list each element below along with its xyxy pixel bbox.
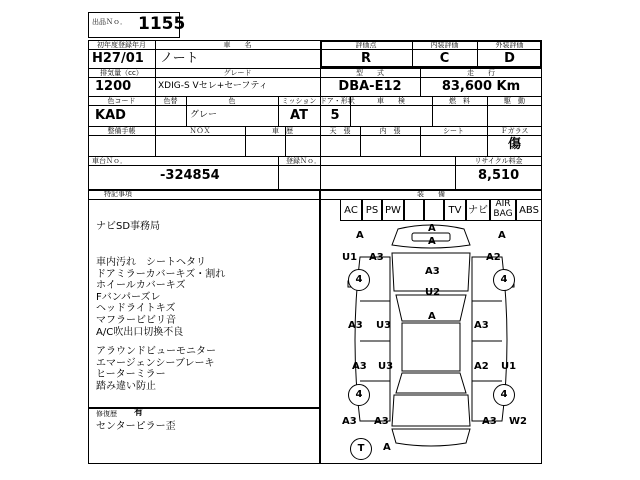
front-glass-label: Ｆガラス (500, 127, 529, 135)
damage-code: A3 (342, 416, 357, 427)
exterior-grade: D (504, 51, 515, 66)
mileage: 83,600 Km (441, 79, 521, 94)
damage-code: A (428, 236, 436, 247)
damage-code: A (498, 230, 506, 241)
wheel-front-right: 4 (493, 269, 515, 291)
damage-code: A2 (486, 252, 501, 263)
damage-code: U2 (425, 287, 441, 298)
damage-code: U3 (376, 320, 392, 331)
equip-abs: ABS (519, 205, 539, 216)
history-label: 車 歴 (272, 127, 293, 135)
recycle-fee: 8,510 (478, 168, 520, 183)
equip-cell (424, 199, 444, 221)
damage-code: A3 (369, 252, 384, 263)
damage-code: U3 (378, 361, 394, 372)
exterior-grade-label: 外装評価 (495, 41, 524, 49)
note-line: 踏み違い防止 (96, 380, 156, 392)
equip-ps: PS (365, 205, 379, 216)
damage-code: A3 (352, 361, 367, 372)
displacement-label: 排気量（cc） (100, 69, 143, 77)
wheel-rear-left: 4 (348, 384, 370, 406)
note-line: エマージェンシーブレーキ (96, 357, 215, 369)
drive-label: 駆 動 (504, 97, 525, 105)
equipment-label: 装 備 (417, 190, 445, 198)
note-line: Fバンパーズレ (96, 291, 161, 303)
note-line: A/C吹出口切換不良 (96, 326, 184, 338)
repair-box (88, 408, 320, 464)
damage-code: W2 (509, 416, 527, 427)
car-name: ノート (160, 51, 199, 66)
registration-label: 登録Ｎｏ． (286, 157, 321, 165)
fuel-label: 燃 料 (449, 97, 470, 105)
sunroof-label: 天 張 (329, 127, 351, 135)
overall-score: R (360, 51, 371, 66)
doors: 5 (330, 108, 340, 123)
color-code-label: 色コード (107, 97, 136, 105)
spare-tire: T (350, 438, 372, 460)
model-code: DBA-E12 (338, 79, 402, 94)
note-line: ヘッドライトキズ (96, 303, 176, 315)
equip-navi: ナビ (468, 205, 488, 216)
damage-code: U1 (342, 252, 358, 263)
car-name-label: 車 名 (223, 41, 252, 49)
grade-label: グレード (223, 69, 252, 77)
damage-code: U1 (501, 361, 517, 372)
interior-grade: C (439, 51, 450, 66)
equip-ac: AC (344, 205, 358, 216)
transmission-label: ミッション (281, 97, 317, 105)
year-label: 初年度登録年月 (97, 41, 146, 49)
damage-code: A2 (474, 361, 489, 372)
grade: XDIG-S Vセレ+セーフティ (158, 81, 268, 91)
equip-tv: TV (448, 205, 462, 216)
repair-history-label: 修復歴 (96, 410, 117, 418)
color-label: 色 (228, 97, 236, 105)
displacement: 1200 (95, 79, 132, 94)
lot-number-label: 出品Ｎｏ． (92, 18, 127, 26)
mileage-label: 走 行 (467, 69, 495, 77)
repair-note: センターピラー歪 (96, 421, 176, 432)
damage-code: A3 (482, 416, 497, 427)
note-line: アラウンドビューモニター (96, 346, 216, 357)
color-change-label: 色替 (163, 97, 178, 105)
note-line: 車内汚れ シートヘタリ (96, 257, 206, 268)
transmission: AT (290, 108, 308, 123)
color: グレー (190, 110, 218, 120)
front-glass: 傷 (507, 137, 521, 152)
equip-pw: PW (385, 205, 401, 216)
interior-grade-label: 内装評価 (430, 41, 459, 49)
wheel-front-left: 4 (348, 269, 370, 291)
chassis-label: 車台Ｎｏ． (92, 157, 127, 165)
equip-airbag: AIR BAG (493, 199, 513, 219)
doors-label: ドア・形状 (320, 97, 355, 105)
equip-cell (404, 199, 424, 221)
lot-number: 1155 (138, 14, 186, 34)
inspection-label: 車 検 (377, 97, 405, 105)
repair-history: 有 (134, 408, 144, 418)
damage-code: A3 (474, 320, 489, 331)
damage-code: A3 (425, 266, 440, 277)
note-line: マフラービビリ音 (96, 315, 176, 326)
score-label: 評価点 (355, 41, 377, 49)
damage-code: A (428, 311, 436, 322)
nox-label: ＮＯＸ (189, 127, 211, 135)
damage-code: A3 (374, 416, 389, 427)
damage-code: A (428, 223, 436, 234)
seat-label: シート (443, 127, 464, 135)
model-code-label: 型 式 (356, 69, 384, 77)
damage-code: A3 (348, 320, 363, 331)
chassis-number: -324854 (160, 168, 220, 183)
note-line: ホイールカバーキズ (96, 280, 186, 292)
note-line: ヒーターミラー (96, 369, 166, 381)
recycle-label: リサイクル料金 (474, 157, 523, 165)
registration-year: H27/01 (92, 51, 144, 66)
damage-code: A (356, 230, 364, 241)
notes-label: 特記事項 (104, 190, 132, 198)
note-line: ナビSD事務局 (96, 221, 161, 232)
service-book-label: 整備手帳 (107, 127, 136, 135)
damage-code: A (383, 442, 391, 453)
interior-trim-label: 内 張 (379, 127, 401, 135)
wheel-rear-right: 4 (493, 384, 515, 406)
color-code: KAD (95, 108, 126, 123)
note-line: ドアミラーカバーキズ・割れ (96, 268, 226, 280)
